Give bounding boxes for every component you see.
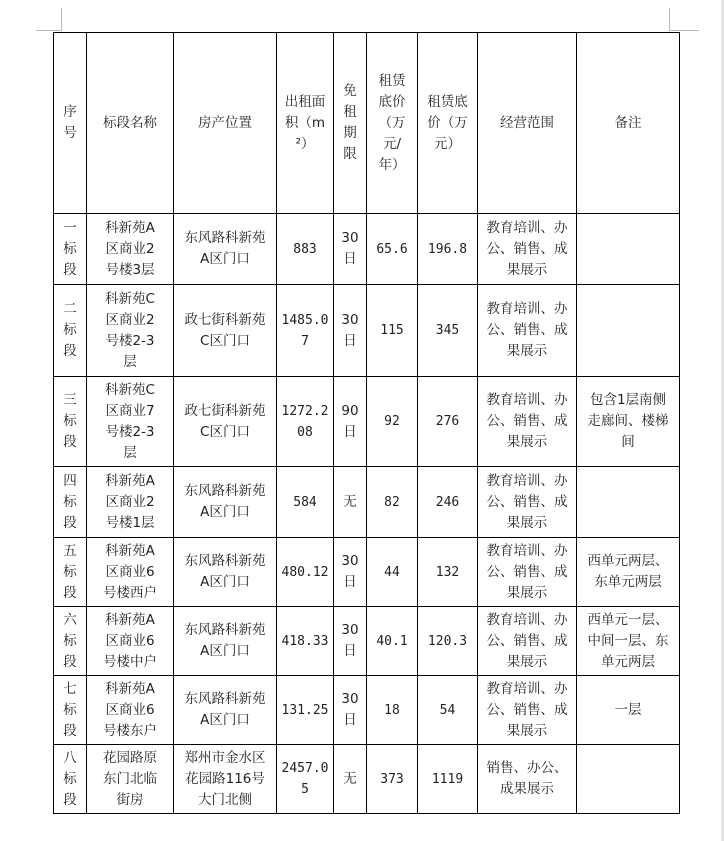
table-row (54, 607, 680, 676)
cell-name: 科新苑C区商业2号楼2-3层 (87, 285, 174, 377)
crop-mark-left-horizontal (36, 30, 62, 31)
cell-location: 政七街科新苑C区门口 (174, 377, 277, 467)
cell-price-year: 115 (367, 285, 418, 377)
cell-price-year: 44 (367, 538, 418, 607)
header-location: 房产位置 (174, 33, 277, 214)
cell-scope: 教育培训、办公、销售、成果展示 (478, 467, 577, 538)
cell-name: 花园路原东门北临街房 (87, 745, 174, 814)
cell-price-total: 246 (418, 467, 478, 538)
cell-note: 包含1层南侧走廊间、楼梯间 (577, 377, 680, 467)
header-name: 标段名称 (87, 33, 174, 214)
cell-scope: 教育培训、办公、销售、成果展示 (478, 377, 577, 467)
cell-price-total: 54 (418, 676, 478, 745)
cell-area: 131.25 (277, 676, 334, 745)
cell-location: 东风路科新苑A区门口 (174, 214, 277, 285)
cell-free: 30日 (334, 214, 367, 285)
cell-price-total: 276 (418, 377, 478, 467)
cell-location: 政七街科新苑C区门口 (174, 285, 277, 377)
cell-scope: 教育培训、办公、销售、成果展示 (478, 607, 577, 676)
cell-price-year: 92 (367, 377, 418, 467)
header-note: 备注 (577, 33, 680, 214)
cell-note (577, 285, 680, 377)
cell-price-year: 40.1 (367, 607, 418, 676)
cell-note (577, 745, 680, 814)
cell-free: 30日 (334, 538, 367, 607)
cell-seq: 三标段 (54, 377, 87, 467)
cell-name: 科新苑A区商业2号楼3层 (87, 214, 174, 285)
crop-mark-right-horizontal (669, 30, 699, 31)
cell-seq: 七标段 (54, 676, 87, 745)
header-area: 出租面积（m²） (277, 33, 334, 214)
cell-price-year: 18 (367, 676, 418, 745)
cell-free: 无 (334, 745, 367, 814)
cell-location: 东风路科新苑A区门口 (174, 467, 277, 538)
cell-scope: 教育培训、办公、销售、成果展示 (478, 676, 577, 745)
cell-name: 科新苑C区商业7号楼2-3层 (87, 377, 174, 467)
cell-area: 418.33 (277, 607, 334, 676)
cell-area: 883 (277, 214, 334, 285)
cell-name: 科新苑A区商业6号楼西户 (87, 538, 174, 607)
cell-scope: 销售、办公、成果展示 (478, 745, 577, 814)
cell-area: 2457.05 (277, 745, 334, 814)
cell-note (577, 214, 680, 285)
lease-table (53, 32, 680, 814)
cell-area: 1272.208 (277, 377, 334, 467)
table-row (54, 467, 680, 538)
cell-price-total: 196.8 (418, 214, 478, 285)
crop-mark-right-vertical (669, 8, 670, 30)
header-base-price-year: 租赁底价（万元/年） (367, 33, 418, 214)
cell-scope: 教育培训、办公、销售、成果展示 (478, 214, 577, 285)
table-row (54, 377, 680, 467)
cell-price-total: 132 (418, 538, 478, 607)
cell-price-year: 373 (367, 745, 418, 814)
cell-scope: 教育培训、办公、销售、成果展示 (478, 538, 577, 607)
cell-area: 1485.07 (277, 285, 334, 377)
cell-location: 郑州市金水区花园路116号大门北侧 (174, 745, 277, 814)
cell-location: 东风路科新苑A区门口 (174, 607, 277, 676)
cell-free: 30日 (334, 285, 367, 377)
header-scope: 经营范围 (478, 33, 577, 214)
cell-seq: 六标段 (54, 607, 87, 676)
cell-free: 30日 (334, 676, 367, 745)
cell-seq: 五标段 (54, 538, 87, 607)
cell-price-total: 1119 (418, 745, 478, 814)
cell-price-year: 82 (367, 467, 418, 538)
cell-seq: 二标段 (54, 285, 87, 377)
cell-note: 西单元两层、东单元两层 (577, 538, 680, 607)
cell-name: 科新苑A区商业2号楼1层 (87, 467, 174, 538)
header-base-price-total: 租赁底价（万元） (418, 33, 478, 214)
cell-seq: 一标段 (54, 214, 87, 285)
cell-note: 一层 (577, 676, 680, 745)
table-row (54, 214, 680, 285)
cell-free: 90日 (334, 377, 367, 467)
cell-note (577, 467, 680, 538)
cell-location: 东风路科新苑A区门口 (174, 676, 277, 745)
table-row (54, 745, 680, 814)
table-row (54, 285, 680, 377)
crop-mark-left-vertical (61, 8, 62, 30)
header-seq: 序号 (54, 33, 87, 214)
header-free: 免租期限 (334, 33, 367, 214)
cell-note: 西单元一层、中间一层、东单元两层 (577, 607, 680, 676)
header-row (54, 33, 680, 214)
cell-free: 30日 (334, 607, 367, 676)
cell-name: 科新苑A区商业6号楼东户 (87, 676, 174, 745)
cell-free: 无 (334, 467, 367, 538)
cell-area: 584 (277, 467, 334, 538)
cell-scope: 教育培训、办公、销售、成果展示 (478, 285, 577, 377)
cell-price-total: 345 (418, 285, 478, 377)
cell-name: 科新苑A区商业6号楼中户 (87, 607, 174, 676)
cell-location: 东风路科新苑A区门口 (174, 538, 277, 607)
cell-seq: 八标段 (54, 745, 87, 814)
cell-area: 480.12 (277, 538, 334, 607)
cell-price-total: 120.3 (418, 607, 478, 676)
table-row (54, 676, 680, 745)
table-row (54, 538, 680, 607)
cell-price-year: 65.6 (367, 214, 418, 285)
cell-seq: 四标段 (54, 467, 87, 538)
